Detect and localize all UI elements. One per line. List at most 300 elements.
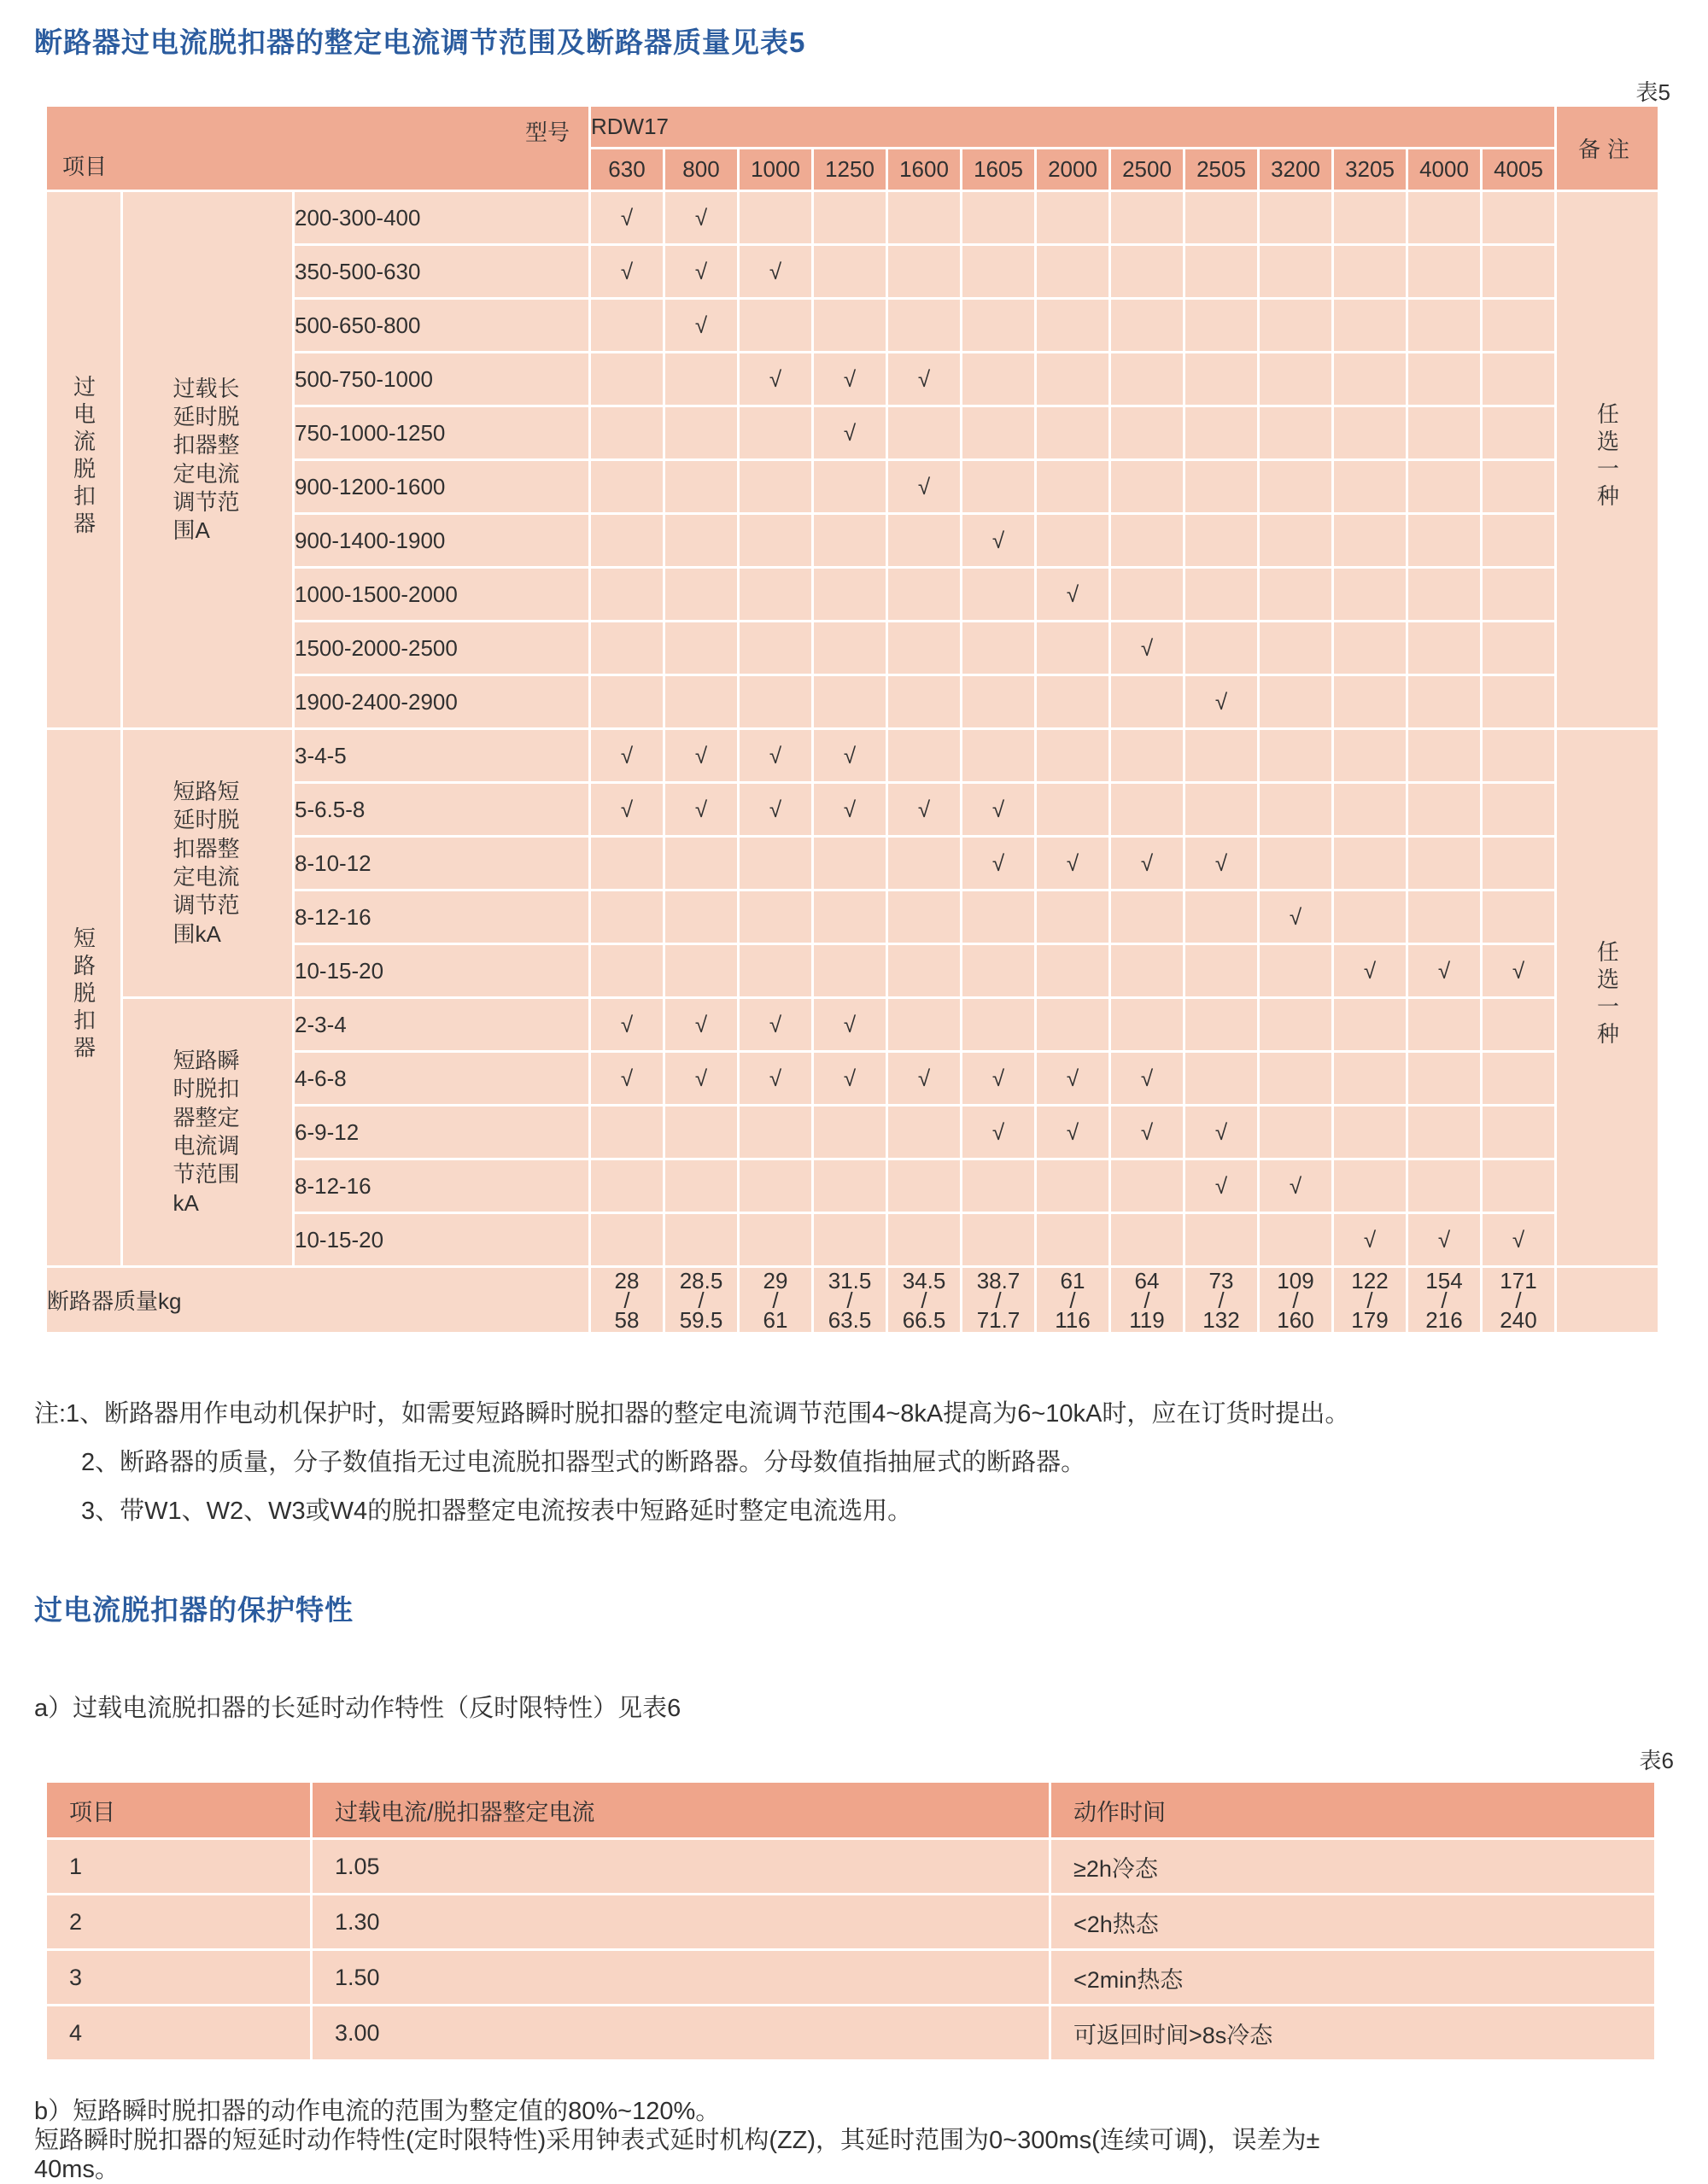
table5-group-label	[47, 730, 120, 1265]
table5-empty-cell	[740, 676, 811, 727]
table6-tag: 表6	[1639, 1748, 1674, 1773]
table5-mass-value: 109 / 160	[1260, 1268, 1331, 1332]
table5-empty-cell	[591, 838, 663, 889]
table5-empty-cell	[1483, 838, 1554, 889]
table5-mass-value: 28.5 / 59.5	[665, 1268, 737, 1332]
table5-empty-cell	[1334, 622, 1406, 674]
table5-empty-cell	[1037, 246, 1108, 297]
table5-empty-cell	[665, 891, 737, 943]
table5-mass-label: 断路器质量kg	[47, 1268, 588, 1332]
table5-empty-cell	[665, 461, 737, 512]
table5-empty-cell	[1334, 838, 1406, 889]
table5-empty-cell	[1185, 246, 1257, 297]
table5-empty-cell	[962, 461, 1034, 512]
table5-empty-cell	[1260, 999, 1331, 1050]
table5-empty-cell	[1483, 515, 1554, 566]
table5-empty-cell	[888, 676, 960, 727]
table5-empty-cell	[1037, 945, 1108, 996]
table5-check-cell: √	[740, 246, 811, 297]
table5-empty-cell	[1037, 891, 1108, 943]
remark-text: 任选一种	[1594, 940, 1620, 1049]
table6-cell: 1.05	[313, 1840, 1049, 1893]
table5-empty-cell	[1185, 784, 1257, 835]
table5-empty-cell	[1260, 784, 1331, 835]
table5-empty-cell	[814, 569, 886, 620]
table5-column-header: 4000	[1408, 149, 1480, 190]
table5-empty-cell	[1260, 730, 1331, 781]
table5-empty-cell	[1185, 891, 1257, 943]
table5-row	[47, 730, 1658, 781]
table5-empty-cell	[1260, 945, 1331, 996]
note-line-3: 3、带W1、W2、W3或W4的脱扣器整定电流按表中短路延时整定电流选用。	[81, 1498, 913, 1525]
table5-empty-cell	[888, 515, 960, 566]
table5-range-cell: 4-6-8	[295, 1053, 588, 1104]
table5-empty-cell	[665, 569, 737, 620]
table5-check-cell: √	[814, 353, 886, 405]
table5-empty-cell	[1483, 1160, 1554, 1212]
table5-empty-cell	[591, 676, 663, 727]
table5-check-cell: √	[591, 246, 663, 297]
table5-empty-cell	[962, 300, 1034, 351]
table5-range-cell: 6-9-12	[295, 1107, 588, 1158]
table5-empty-cell	[1037, 300, 1108, 351]
table5-range-cell: 8-10-12	[295, 838, 588, 889]
table5-empty-cell	[1408, 192, 1480, 243]
table5-empty-cell	[1334, 353, 1406, 405]
table5-check-cell: √	[962, 1053, 1034, 1104]
table5-empty-cell	[1185, 622, 1257, 674]
table5-empty-cell	[1334, 784, 1406, 835]
table5-check-cell: √	[1483, 945, 1554, 996]
table5-row	[47, 999, 1658, 1050]
table5-check-cell: √	[1483, 1214, 1554, 1265]
table5-column-header: 2000	[1037, 149, 1108, 190]
subgroup-label-text: 短路短延时脱扣器整定电流调节范围kA	[173, 779, 240, 947]
table5-check-cell: √	[1260, 1160, 1331, 1212]
table5-empty-cell	[1483, 407, 1554, 458]
table5-empty-cell	[1037, 676, 1108, 727]
table5-empty-cell	[740, 838, 811, 889]
table6-header-time: 动作时间	[1051, 1783, 1654, 1837]
table5-empty-cell	[814, 300, 886, 351]
table5-check-cell: √	[1037, 838, 1108, 889]
table5-empty-cell	[888, 945, 960, 996]
table5-empty-cell	[962, 999, 1034, 1050]
table5-column-header: 630	[591, 149, 663, 190]
table5-empty-cell	[665, 515, 737, 566]
table5-range-cell: 1900-2400-2900	[295, 676, 588, 727]
table6-cell: ≥2h冷态	[1051, 1840, 1654, 1893]
table5-empty-cell	[1483, 999, 1554, 1050]
table6-header-row	[47, 1783, 1654, 1837]
table5-check-cell: √	[1185, 676, 1257, 727]
table6-cell: 3.00	[313, 2006, 1049, 2059]
table5-empty-cell	[888, 1107, 960, 1158]
table5-empty-cell	[1111, 945, 1183, 996]
table5-empty-cell	[1111, 1160, 1183, 1212]
table5-empty-cell	[1408, 300, 1480, 351]
table5-empty-cell	[814, 192, 886, 243]
table5-check-cell: √	[814, 1053, 886, 1104]
table5-empty-cell	[888, 1214, 960, 1265]
para-b-line-1: b）短路瞬时脱扣器的动作电流的范围为整定值的80%~120%。	[34, 2098, 721, 2125]
table5-empty-cell	[1260, 676, 1331, 727]
table5-check-cell: √	[1111, 838, 1183, 889]
table5-container	[44, 104, 1660, 1334]
table5-empty-cell	[1037, 461, 1108, 512]
table5-column-header: 4005	[1483, 149, 1554, 190]
table5-empty-cell	[814, 891, 886, 943]
table5-empty-cell	[591, 1214, 663, 1265]
table5-empty-cell	[1260, 569, 1331, 620]
table5-empty-cell	[814, 1107, 886, 1158]
table5-column-header: 2500	[1111, 149, 1183, 190]
table5-empty-cell	[1111, 461, 1183, 512]
table5-empty-cell	[1483, 569, 1554, 620]
table5-empty-cell	[1483, 353, 1554, 405]
table5-empty-cell	[888, 1160, 960, 1212]
table5-empty-cell	[1408, 1053, 1480, 1104]
para-b-line-3: 40ms。	[34, 2156, 120, 2183]
table5-check-cell: √	[962, 1107, 1034, 1158]
table5-empty-cell	[888, 891, 960, 943]
table5-check-cell: √	[1185, 1160, 1257, 1212]
table5-check-cell: √	[1037, 1053, 1108, 1104]
table5-check-cell: √	[740, 730, 811, 781]
table5-empty-cell	[1483, 1053, 1554, 1104]
table5-check-cell: √	[665, 300, 737, 351]
table5-mass-value: 122 / 179	[1334, 1268, 1406, 1332]
table6-cell: 3	[47, 1951, 310, 2004]
table5-empty-cell	[1334, 461, 1406, 512]
table5-check-cell: √	[814, 407, 886, 458]
table5-empty-cell	[665, 1214, 737, 1265]
table5-empty-cell	[1111, 300, 1183, 351]
table5-empty-cell	[814, 515, 886, 566]
table5-empty-cell	[1334, 407, 1406, 458]
table5-empty-cell	[1334, 1160, 1406, 1212]
table5-empty-cell	[814, 838, 886, 889]
table6-cell: 1.50	[313, 1951, 1049, 2004]
table5-empty-cell	[1111, 676, 1183, 727]
table5-empty-cell	[1111, 891, 1183, 943]
table5-mass-value: 31.5 / 63.5	[814, 1268, 886, 1332]
paragraph-b	[34, 2097, 1682, 2184]
table5-empty-cell	[1334, 1107, 1406, 1158]
table5-empty-cell	[1334, 891, 1406, 943]
table5-empty-cell	[740, 1160, 811, 1212]
table5-empty-cell	[1260, 1107, 1331, 1158]
table5-check-cell: √	[888, 1053, 960, 1104]
table5-column-header: 1250	[814, 149, 886, 190]
table5-empty-cell	[1483, 622, 1554, 674]
table5-range-cell: 500-650-800	[295, 300, 588, 351]
table5-check-cell: √	[1037, 569, 1108, 620]
table5-empty-cell	[814, 1160, 886, 1212]
table5-empty-cell	[1260, 461, 1331, 512]
model-name-cell: RDW17	[591, 107, 1554, 147]
table5-empty-cell	[1111, 192, 1183, 243]
table5-empty-cell	[591, 1107, 663, 1158]
table5-check-cell: √	[665, 246, 737, 297]
table5-empty-cell	[1260, 1053, 1331, 1104]
table5-check-cell: √	[888, 353, 960, 405]
table5-check-cell: √	[591, 730, 663, 781]
table5-check-cell: √	[814, 999, 886, 1050]
table5-mass-value: 64 / 119	[1111, 1268, 1183, 1332]
table5-column-header: 1000	[740, 149, 811, 190]
table5-empty-cell	[1037, 622, 1108, 674]
table5-empty-cell	[591, 515, 663, 566]
table5-check-cell: √	[740, 784, 811, 835]
table5-empty-cell	[665, 622, 737, 674]
table5-empty-cell	[591, 569, 663, 620]
section-heading: 过电流脱扣器的保护特性	[34, 1594, 354, 1626]
table5-check-cell: √	[1185, 1107, 1257, 1158]
table5-check-cell: √	[591, 999, 663, 1050]
table5-empty-cell	[665, 1107, 737, 1158]
table6-row	[47, 1895, 1654, 1948]
table5-subgroup-label	[123, 999, 292, 1265]
table5-empty-cell	[1483, 192, 1554, 243]
table5-empty-cell	[814, 461, 886, 512]
table5-empty-cell	[1408, 622, 1480, 674]
remark-text: 任选一种	[1594, 402, 1620, 511]
table5-check-cell: √	[740, 999, 811, 1050]
table5-check-cell: √	[1408, 1214, 1480, 1265]
table5-empty-cell	[814, 945, 886, 996]
table6-header-current: 过载电流/脱扣器整定电流	[313, 1783, 1049, 1837]
table5-empty-cell	[740, 622, 811, 674]
table5-empty-cell	[962, 730, 1034, 781]
table5-subgroup-label	[123, 730, 292, 996]
table5-empty-cell	[665, 838, 737, 889]
table5-empty-cell	[1408, 730, 1480, 781]
notes-block	[34, 1390, 1349, 1536]
table5-empty-cell	[1408, 1160, 1480, 1212]
table5-empty-cell	[962, 1214, 1034, 1265]
table5-empty-cell	[740, 945, 811, 996]
table5-empty-cell	[591, 1160, 663, 1212]
table5-empty-cell	[1334, 569, 1406, 620]
table5-empty-cell	[665, 676, 737, 727]
table5-subgroup-label	[123, 192, 292, 727]
table6-cell: 2	[47, 1895, 310, 1948]
table5-check-cell: √	[591, 784, 663, 835]
table5-row	[47, 192, 1658, 243]
table5-range-cell: 1500-2000-2500	[295, 622, 588, 674]
table5-column-header: 1600	[888, 149, 960, 190]
table5-empty-cell	[665, 353, 737, 405]
table5-empty-cell	[1185, 515, 1257, 566]
table5-column-header: 3200	[1260, 149, 1331, 190]
table5-empty-cell	[740, 407, 811, 458]
table5-empty-cell	[962, 353, 1034, 405]
table5-empty-cell	[962, 569, 1034, 620]
subgroup-label-text: 过载长延时脱扣器整定电流调节范围A	[173, 375, 240, 544]
table5-column-header: 2505	[1185, 149, 1257, 190]
table5-empty-cell	[1037, 999, 1108, 1050]
table5-empty-cell	[591, 407, 663, 458]
table5-check-cell: √	[888, 784, 960, 835]
table5-empty-cell	[1408, 569, 1480, 620]
table5-range-cell: 1000-1500-2000	[295, 569, 588, 620]
table5-range-cell: 900-1400-1900	[295, 515, 588, 566]
table5-empty-cell	[1185, 461, 1257, 512]
table5-empty-cell	[1483, 784, 1554, 835]
table5-empty-cell	[665, 945, 737, 996]
table5-check-cell: √	[591, 192, 663, 243]
table5-empty-cell	[888, 569, 960, 620]
table6-body	[47, 1840, 1654, 2059]
table5-empty-cell	[1408, 407, 1480, 458]
table5-empty-cell	[888, 838, 960, 889]
table6-row	[47, 1840, 1654, 1893]
table5-check-cell: √	[665, 1053, 737, 1104]
table5-empty-cell	[1483, 246, 1554, 297]
table5-empty-cell	[888, 246, 960, 297]
table5-check-cell: √	[962, 838, 1034, 889]
table5-empty-cell	[1408, 515, 1480, 566]
table5-empty-cell	[962, 192, 1034, 243]
table5-empty-cell	[888, 730, 960, 781]
table5-empty-cell	[1334, 515, 1406, 566]
table5	[44, 104, 1660, 1334]
table5-check-cell: √	[962, 784, 1034, 835]
table5-empty-cell	[1483, 676, 1554, 727]
table5-empty-cell	[1334, 1053, 1406, 1104]
table5-check-cell: √	[1408, 945, 1480, 996]
table6-cell: <2h热态	[1051, 1895, 1654, 1948]
table5-column-header: 3205	[1334, 149, 1406, 190]
table5-empty-cell	[1037, 730, 1108, 781]
table5-range-cell: 750-1000-1250	[295, 407, 588, 458]
table6	[44, 1780, 1657, 2062]
group-label-text: 短路脱扣器	[70, 926, 97, 1063]
table5-tag: 表5	[1635, 79, 1670, 105]
table5-empty-cell	[1185, 300, 1257, 351]
table5-check-cell: √	[1111, 622, 1183, 674]
table5-empty-cell	[1037, 353, 1108, 405]
table5-mass-value: 38.7 / 71.7	[962, 1268, 1034, 1332]
table6-cell: <2min热态	[1051, 1951, 1654, 2004]
table5-check-cell: √	[1185, 838, 1257, 889]
table5-check-cell: √	[1111, 1053, 1183, 1104]
table5-check-cell: √	[1334, 1214, 1406, 1265]
table5-check-cell: √	[814, 730, 886, 781]
table5-empty-cell	[1037, 784, 1108, 835]
table5-empty-cell	[1483, 300, 1554, 351]
table5-empty-cell	[1483, 730, 1554, 781]
table5-empty-cell	[814, 246, 886, 297]
subgroup-label-text: 短路瞬时脱扣器整定电流调节范围kA	[173, 1048, 240, 1216]
table5-mass-value: 61 / 116	[1037, 1268, 1108, 1332]
table5-empty-cell	[1408, 353, 1480, 405]
table5-empty-cell	[1334, 300, 1406, 351]
table5-empty-cell	[1408, 1107, 1480, 1158]
table5-empty-cell	[1037, 1160, 1108, 1212]
table5-empty-cell	[962, 676, 1034, 727]
table5-empty-cell	[888, 300, 960, 351]
table6-row	[47, 2006, 1654, 2059]
table5-empty-cell	[740, 300, 811, 351]
table5-body	[47, 192, 1658, 1332]
table5-model-row	[47, 107, 1658, 147]
table6-cell: 可返回时间>8s冷态	[1051, 2006, 1654, 2059]
table5-empty-cell	[1260, 192, 1331, 243]
table5-empty-cell	[1334, 730, 1406, 781]
table5-mass-value: 34.5 / 66.5	[888, 1268, 960, 1332]
table5-check-cell: √	[665, 192, 737, 243]
table6-container	[44, 1780, 1657, 2062]
table5-range-cell: 8-12-16	[295, 891, 588, 943]
table5-empty-cell	[740, 1214, 811, 1265]
table5-empty-cell	[1111, 999, 1183, 1050]
table5-mass-row	[47, 1268, 1658, 1332]
group-label-text: 过电流脱扣器	[70, 375, 97, 539]
table5-empty-cell	[962, 407, 1034, 458]
table5-empty-cell	[1260, 1214, 1331, 1265]
table6-row	[47, 1951, 1654, 2004]
table5-check-cell: √	[591, 1053, 663, 1104]
table6-head	[47, 1783, 1654, 1837]
corner-model-label: 型号	[524, 120, 570, 145]
table5-empty-cell	[1334, 676, 1406, 727]
table5-empty-cell	[1260, 300, 1331, 351]
table5-empty-cell	[1111, 515, 1183, 566]
table5-empty-cell	[962, 945, 1034, 996]
table5-empty-cell	[1260, 246, 1331, 297]
table5-check-cell: √	[1260, 891, 1331, 943]
corner-cell	[47, 107, 588, 190]
table5-empty-cell	[1483, 461, 1554, 512]
table5-head	[47, 107, 1658, 190]
table6-cell: 1.30	[313, 1895, 1049, 1948]
table5-range-cell: 5-6.5-8	[295, 784, 588, 835]
table5-range-cell: 10-15-20	[295, 945, 588, 996]
table5-empty-cell	[1185, 569, 1257, 620]
table5-empty-cell	[1185, 945, 1257, 996]
note-line-1: 注:1、断路器用作电动机保护时，如需要短路瞬时脱扣器的整定电流调节范围4~8kA提高为6~10kA时，应在订货时提出。	[34, 1400, 1350, 1428]
table5-mass-value: 171 / 240	[1483, 1268, 1554, 1332]
table5-empty-cell	[591, 353, 663, 405]
table5-empty-cell	[1185, 1053, 1257, 1104]
table5-empty-cell	[1483, 891, 1554, 943]
table5-empty-cell	[962, 622, 1034, 674]
table5-empty-cell	[1408, 891, 1480, 943]
table5-remark-cell	[1557, 730, 1658, 1265]
note-line-2: 2、断路器的质量，分子数值指无过电流脱扣器型式的断路器。分母数值指抽屉式的断路器。	[81, 1449, 1086, 1476]
table5-check-cell: √	[1334, 945, 1406, 996]
table5-check-cell: √	[1037, 1107, 1108, 1158]
table5-empty-cell	[814, 676, 886, 727]
table5-empty-cell	[1408, 784, 1480, 835]
table5-empty-cell	[665, 1160, 737, 1212]
table5-empty-cell	[740, 192, 811, 243]
table5-empty-cell	[1185, 192, 1257, 243]
table5-range-cell: 500-750-1000	[295, 353, 588, 405]
table5-empty-cell	[1260, 407, 1331, 458]
table5-mass-remark-empty	[1557, 1268, 1658, 1332]
table5-check-cell: √	[962, 515, 1034, 566]
table5-empty-cell	[888, 192, 960, 243]
table5-empty-cell	[1111, 569, 1183, 620]
table5-check-cell: √	[740, 353, 811, 405]
table5-empty-cell	[740, 569, 811, 620]
table5-empty-cell	[888, 407, 960, 458]
table5-empty-cell	[1408, 246, 1480, 297]
table5-column-header: 800	[665, 149, 737, 190]
